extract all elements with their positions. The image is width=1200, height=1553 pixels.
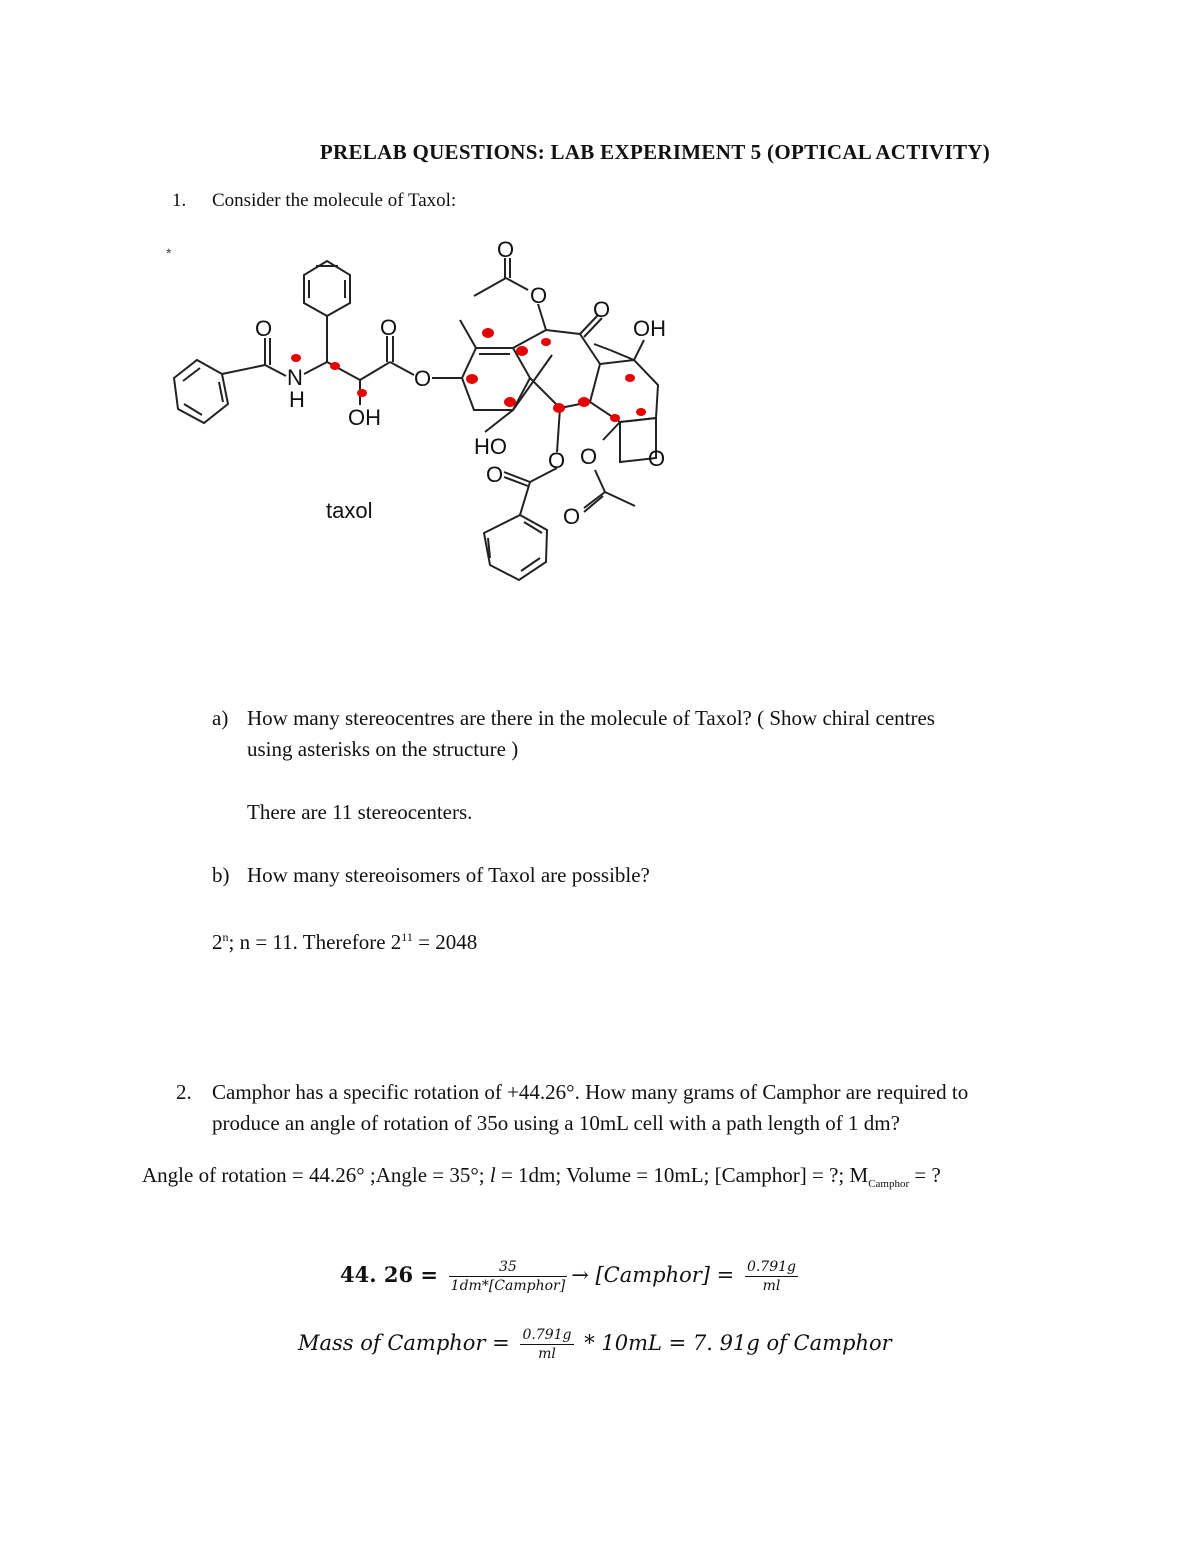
stereocentre-marker <box>330 362 340 370</box>
stereocentre-marker <box>504 397 516 407</box>
stereocentre-marker <box>578 397 590 407</box>
atom-oh: OH <box>633 316 666 341</box>
part-b-question: How many stereoisomers of Taxol are possible? <box>247 863 650 887</box>
part-b-answer: 2$^n$; n = 11. Therefore $2^{11} = 2048$ <box>212 930 478 954</box>
fraction-3: $\frac{0.791g}{ml}$ <box>522 1327 572 1362</box>
taxol-structure <box>160 228 720 598</box>
equation-1: 44. 26 = $\frac{35}{\text{1dm*[Camphor]}}$ → [Camphor] = $\frac{0.791g}{ml}$ <box>340 1259 796 1294</box>
part-a-label: a) <box>212 706 229 730</box>
page-title: PRELAB QUESTIONS: LAB EXPERIMENT 5 (OPTICAL ACTIVITY) <box>319 140 991 164</box>
atom-ho: HO <box>474 434 507 459</box>
part-a-answer: There are 11 stereocenters. <box>247 800 473 824</box>
stereocentre-marker <box>625 374 635 382</box>
stereocentre-marker <box>357 389 367 397</box>
given-values: Angle of rotation = 44.26° ;Angle = 35°; l = 1dm; Volume = 10mL; [Camphor] = ?; $M_{Camphor}$ = ? <box>142 1163 941 1190</box>
stereocentre-marker <box>466 374 478 384</box>
atom-o: O <box>530 283 548 308</box>
atom-o: O <box>380 315 398 340</box>
part-b-label: b) <box>212 863 230 887</box>
stereocentre-marker <box>482 328 494 338</box>
atom-o: O <box>548 448 566 473</box>
question-1-text: Consider the molecule of Taxol: <box>212 190 457 211</box>
stereocentre-marker <box>553 403 565 413</box>
atom-h: H <box>289 387 305 412</box>
atom-n: N <box>287 365 303 390</box>
stereocentre-marker <box>516 346 528 356</box>
atom-o: O <box>414 366 432 391</box>
question-2-line1: Camphor has a specific rotation of +44.26°. How many grams of Camphor are required to <box>212 1080 969 1104</box>
structure-atom-labels <box>255 237 666 529</box>
atom-o: O <box>593 297 611 322</box>
fraction-2: $\frac{0.791g}{ml}$ <box>746 1259 796 1294</box>
equation-2: Mass of Camphor = $\frac{0.791g}{ml}$ * 10mL = 7. 91g of Camphor <box>298 1327 892 1362</box>
atom-oh: OH <box>348 405 381 430</box>
atom-o: O <box>580 444 598 469</box>
molecule-label: taxol <box>326 498 373 523</box>
stereocentre-marker <box>636 408 646 416</box>
atom-o: O <box>486 462 504 487</box>
atom-o: O <box>497 237 515 262</box>
atom-o: O <box>255 316 273 341</box>
atom-o: O <box>648 446 666 471</box>
fraction-1: $\frac{35}{\text{1dm*[Camphor]}}$ <box>450 1259 566 1294</box>
atom-o: O <box>563 504 581 529</box>
asterisk-mark: * <box>166 245 172 261</box>
part-a-question-line1: How many stereocentres are there in the molecule of Taxol? ( Show chiral centres <box>247 706 935 730</box>
part-a-question-line2: using asterisks on the structure ) <box>247 737 519 761</box>
question-2-line2: produce an angle of rotation of 35o using a 10mL cell with a path length of 1 dm? <box>212 1111 900 1135</box>
stereocentre-marker <box>610 414 620 422</box>
stereocentre-marker <box>291 354 301 362</box>
question-2-number: 2. <box>176 1080 192 1104</box>
structure-bonds <box>174 258 658 580</box>
question-1-number: 1. <box>172 190 187 211</box>
stereocentre-marker <box>541 338 551 346</box>
